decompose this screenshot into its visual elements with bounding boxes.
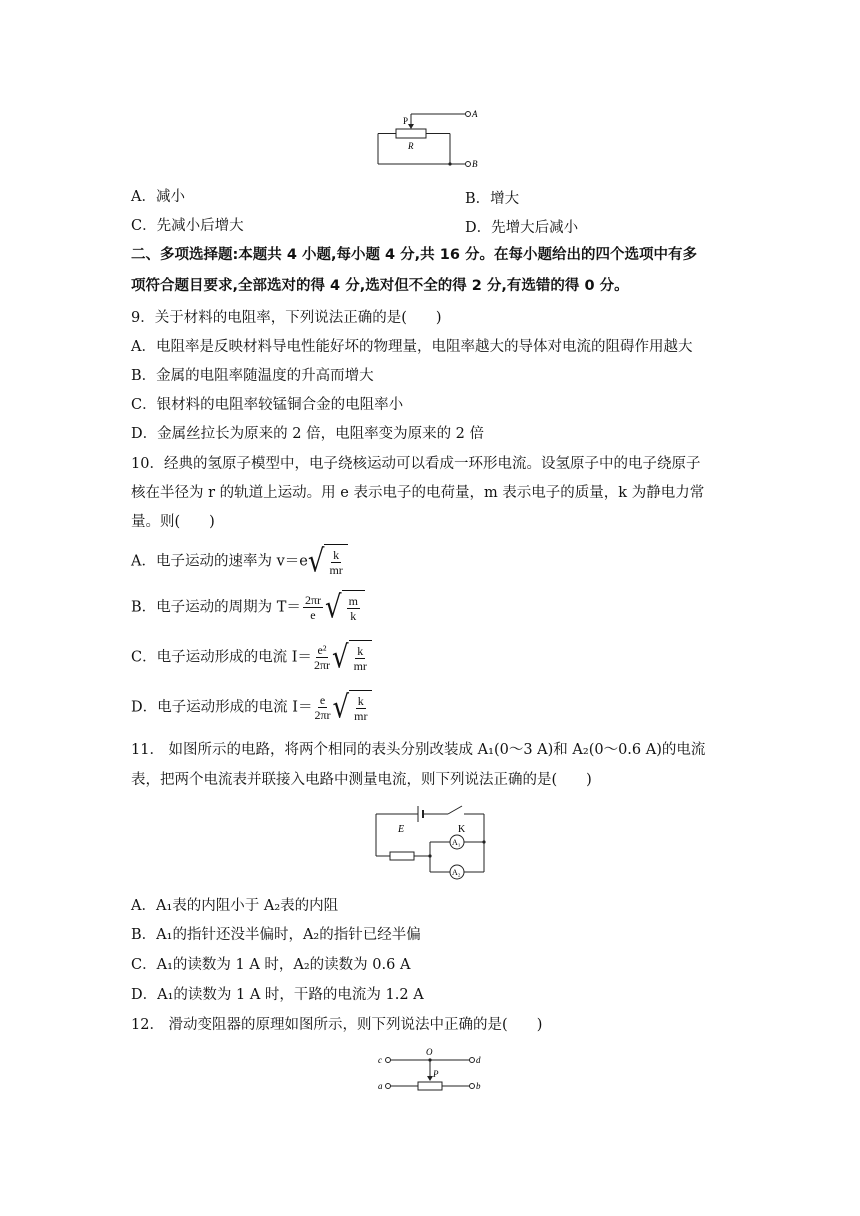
q8-option-c: C．先减小后增大 bbox=[131, 218, 244, 234]
label-p: P bbox=[403, 116, 409, 126]
label-b: B bbox=[472, 159, 478, 169]
switch-k bbox=[448, 806, 462, 814]
q11-option-b: B．A₁的指针还没半偏时，A₂的指针已经半偏 bbox=[131, 927, 421, 943]
q10-stem-line3: 量。则( ) bbox=[131, 514, 215, 530]
q11-option-c: C．A₁的读数为 1 A 时，A₂的读数为 0.6 A bbox=[131, 957, 411, 973]
resistor bbox=[390, 852, 414, 860]
q11-stem-line1: 11． 如图所示的电路，将两个相同的表头分别改装成 A₁(0～3 A)和 A₂(0～0.6 A)的电流 bbox=[131, 742, 706, 758]
circuit-diagram-q8 bbox=[370, 105, 490, 175]
q11-stem-line2: 表，把两个电流表并联接入电路中测量电流，则下列说法正确的是( ) bbox=[131, 772, 592, 788]
label-a1: A₁ bbox=[452, 838, 461, 847]
q9-option-c: C．银材料的电阻率较锰铜合金的电阻率小 bbox=[131, 397, 404, 413]
q10-stem-line1: 10．经典的氢原子模型中，电子绕核运动可以看成一环形电流。设氢原子中的电子绕原子 bbox=[131, 456, 701, 472]
label-a: A bbox=[472, 109, 478, 119]
label-b: b bbox=[476, 1081, 481, 1091]
resistor-r bbox=[396, 129, 426, 138]
q10-option-d: D．电子运动形成的电流 I＝ $\frac{e}{2\pi r}$ √ $\frac{k}{mr}$ bbox=[131, 690, 372, 725]
q11-option-d: D．A₁的读数为 1 A 时，干路的电流为 1.2 A bbox=[131, 987, 424, 1003]
label-r: R bbox=[408, 141, 414, 151]
q10-stem-line2: 核在半径为 r 的轨道上运动。用 e 表示电子的电荷量，m 表示电子的质量，k 为静电力常 bbox=[131, 485, 705, 501]
circuit-diagram-q11 bbox=[368, 802, 498, 880]
section2-heading-line2: 项符合题目要求,全部选对的得 4 分,选对但不全的得 2 分,有选错的得 0 分。 bbox=[131, 278, 629, 294]
q8-option-a: A．减小 bbox=[131, 189, 185, 205]
q10-option-b: B．电子运动的周期为 T＝ $\frac{2\pi r}{e}$ √ $\frac{m}{k}$ bbox=[131, 590, 365, 625]
q10-option-a: A．电子运动的速率为 v＝e √ $\frac{k}{mr}$ bbox=[131, 544, 348, 579]
label-e: E bbox=[398, 824, 405, 835]
label-k: K bbox=[458, 824, 466, 835]
q9-option-a: A．电阻率是反映材料导电性能好坏的物理量，电阻率越大的导体对电流的阻碍作用越大 bbox=[131, 339, 693, 355]
q9-stem: 9．关于材料的电阻率，下列说法正确的是( ) bbox=[131, 310, 442, 326]
label-a: a bbox=[378, 1081, 383, 1091]
label-c: c bbox=[378, 1055, 382, 1065]
section2-heading-line1: 二、多项选择题:本题共 4 小题,每小题 4 分,共 16 分。在每小题给出的四个选项中有多 bbox=[131, 247, 697, 263]
label-p: P bbox=[433, 1069, 439, 1079]
q8-option-b: B．增大 bbox=[465, 191, 520, 207]
q9-option-d: D．金属丝拉长为原来的 2 倍，电阻率变为原来的 2 倍 bbox=[131, 426, 485, 442]
rheostat-diagram-q12 bbox=[372, 1045, 492, 1097]
q9-option-b: B．金属的电阻率随温度的升高而增大 bbox=[131, 368, 374, 384]
q11-option-a: A．A₁表的内阻小于 A₂表的内阻 bbox=[131, 898, 339, 914]
label-a2: A₂ bbox=[452, 868, 461, 877]
q12-stem: 12． 滑动变阻器的原理如图所示，则下列说法中正确的是( ) bbox=[131, 1017, 543, 1033]
q8-option-d: D．先增大后减小 bbox=[465, 220, 579, 236]
rheostat-resistor bbox=[418, 1082, 442, 1090]
label-o: O bbox=[426, 1047, 433, 1057]
label-d: d bbox=[476, 1055, 481, 1065]
q10-option-c: C．电子运动形成的电流 I＝ $\frac{\text{e²}}{2\pi r}$ √ $\frac{k}{mr}$ bbox=[131, 640, 372, 675]
